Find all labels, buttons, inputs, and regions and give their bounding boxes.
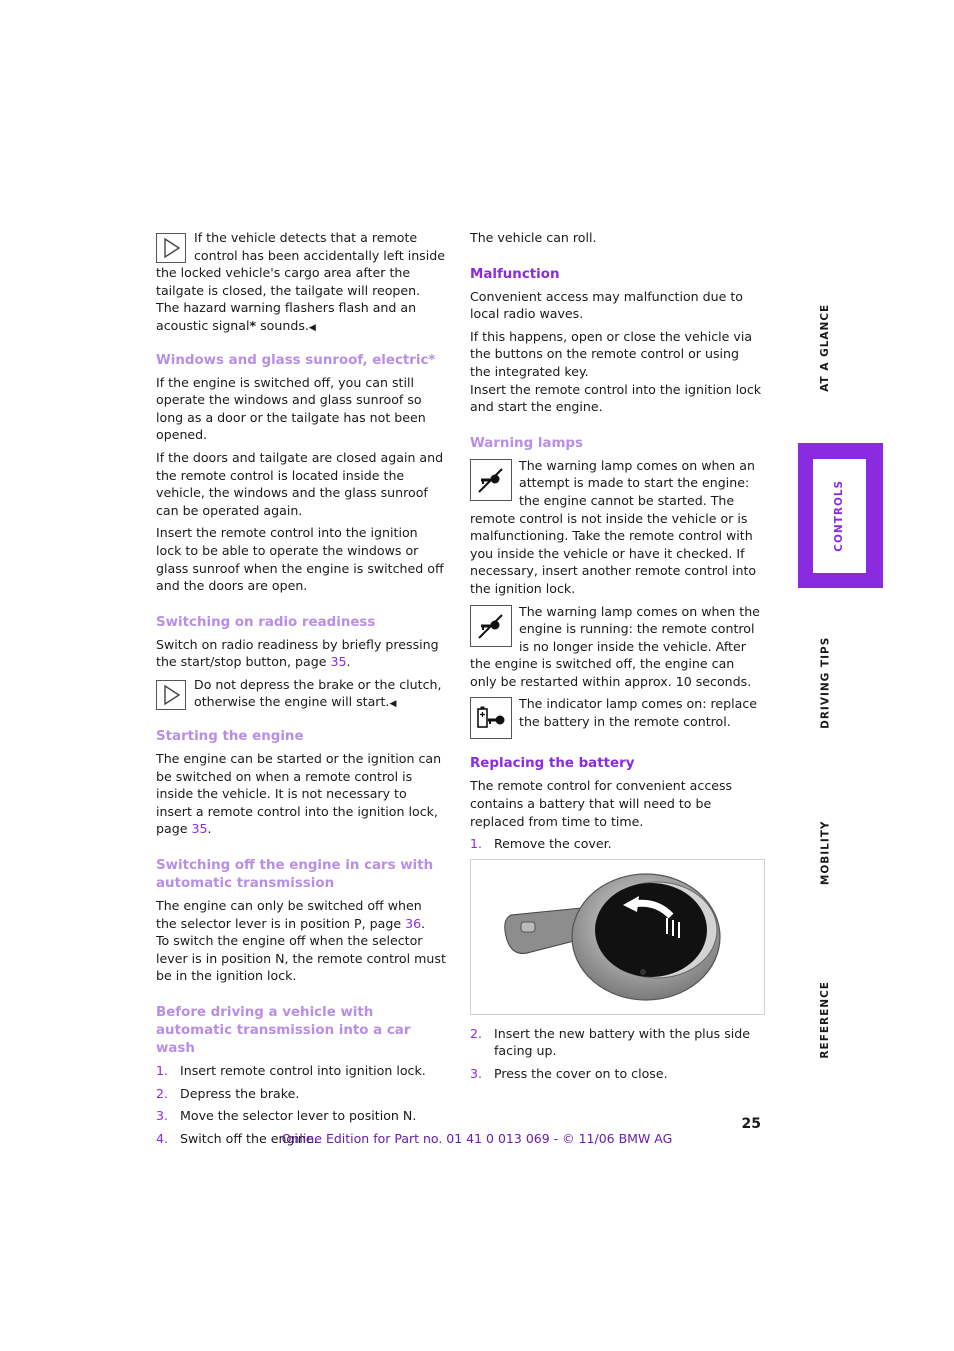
step-text: Insert remote control into ignition lock. xyxy=(180,1063,426,1078)
left-column xyxy=(156,229,446,1153)
heading-replacing-battery: Replacing the battery xyxy=(470,756,635,772)
note-triangle-icon xyxy=(156,680,186,710)
malfunction-paragraph-1: Convenient access may malfunction due to local radio waves. xyxy=(470,288,744,322)
starting-paragraph xyxy=(156,750,446,838)
malfunction-paragraph-3: Insert the remote control into the ignition lock and start the engine. xyxy=(470,381,762,415)
footnote-star: * xyxy=(249,317,257,333)
tab-controls[interactable] xyxy=(813,459,866,573)
remote-control-figure xyxy=(470,859,765,1015)
list-item xyxy=(156,1107,446,1125)
list-item xyxy=(470,1065,762,1083)
remote-control-illustration xyxy=(471,860,764,1014)
heading-warning-lamps: Warning lamps xyxy=(470,435,583,451)
note-text: If the vehicle detects that a remote control has been accidentally left inside the locked vehicle's cargo area after the tailgate is closed, the tailgate will reopen. The hazard warning flashers flash and an acoustic signal xyxy=(156,230,445,333)
list-item xyxy=(156,1085,446,1103)
period: . xyxy=(207,821,212,837)
step-text: Insert the new battery with the plus side facing up. xyxy=(494,1025,751,1059)
step-text: Switch off the engine. xyxy=(180,1130,318,1146)
step-number: 2. xyxy=(156,1085,169,1101)
note-hint xyxy=(156,229,446,338)
step-text: Press the cover on to close. xyxy=(494,1066,668,1082)
page-link-35[interactable]: 35 xyxy=(191,821,208,837)
switchoff-text: The engine can only be switched off when the selector lever is in position P, page xyxy=(156,898,422,931)
malfunction-paragraph-2: If this happens, open or close the vehicle via the buttons on the remote control or using the integrated key. xyxy=(470,328,753,379)
end-mark: ◀ xyxy=(308,322,316,333)
note-text-end: sounds. xyxy=(256,317,309,333)
tab-at-a-glance[interactable] xyxy=(800,300,852,395)
key-battery-icon xyxy=(470,697,512,739)
tab-label: CONTROLS xyxy=(832,480,845,552)
switchoff-text-2: To switch the engine off when the selector lever is in position N, the remote control must be in the ignition lock. xyxy=(156,933,446,984)
battery-steps-1 xyxy=(470,835,762,853)
warning-lamp-3-text: The indicator lamp comes on: replace the battery in the remote control. xyxy=(519,696,758,730)
list-item xyxy=(156,1062,446,1080)
key-crossed-icon xyxy=(470,605,512,647)
heading-malfunction: Malfunction xyxy=(470,266,560,282)
period: . xyxy=(346,654,351,670)
tab-label: AT A GLANCE xyxy=(819,303,832,392)
starting-text: The engine can be started or the ignition can be switched on when a remote control is inside the vehicle. It is not necessary to insert a remote control into the ignition lock, page xyxy=(156,751,442,837)
step-text: Remove the cover. xyxy=(494,836,612,852)
note-brake-text: Do not depress the brake or the clutch, otherwise the engine will start. xyxy=(194,676,442,710)
step-number: 2. xyxy=(470,1025,483,1041)
page-number: 25 xyxy=(741,1116,761,1132)
radio-paragraph xyxy=(156,636,446,671)
period: . xyxy=(421,915,426,931)
heading-car-wash: Before driving a vehicle with automatic transmission into a car wash xyxy=(156,1005,411,1056)
switchoff-paragraph xyxy=(156,897,446,985)
heading-radio-readiness: Switching on radio readiness xyxy=(156,614,376,630)
tab-reference[interactable] xyxy=(800,972,852,1067)
tab-label: REFERENCE xyxy=(819,980,832,1059)
tab-label: MOBILITY xyxy=(819,820,832,885)
warning-lamp-1-text: The warning lamp comes on when an attempt is made to start the engine: the engine cannot be started. The remote control is not inside the vehicle or is malfunctioning. Take the remote control with you inside the vehicle or have it checked. If necessary, insert another remote control into the ignition lock. xyxy=(470,457,757,596)
tab-label: DRIVING TIPS xyxy=(819,636,832,729)
end-mark: ◀ xyxy=(389,699,397,710)
step-text: Move the selector lever to position N. xyxy=(180,1108,417,1124)
note-brake-hint xyxy=(156,676,446,714)
step-number: 4. xyxy=(156,1130,169,1146)
radio-text: Switch on radio readiness by briefly pressing the start/stop button, page xyxy=(156,636,439,670)
tab-driving-tips[interactable] xyxy=(800,630,852,735)
warning-lamp-2 xyxy=(470,603,762,691)
heading-starting-engine: Starting the engine xyxy=(156,729,304,745)
list-item xyxy=(470,1025,762,1060)
footer-edition-note: Online Edition for Part no. 01 41 0 013 069 - © 11/06 BMW AG xyxy=(281,1131,673,1146)
windows-paragraph-2: If the doors and tailgate are closed again and the remote control is located inside the vehicle, the windows and the glass sunroof can be operated again. xyxy=(156,449,444,518)
page-link-36[interactable]: 36 xyxy=(405,915,422,931)
step-number: 1. xyxy=(156,1063,169,1078)
battery-steps-2 xyxy=(470,1025,762,1083)
warning-lamp-3 xyxy=(470,695,762,730)
warning-lamp-1 xyxy=(470,457,762,598)
tab-mobility[interactable] xyxy=(800,810,852,895)
windows-paragraph-3: Insert the remote control into the ignition lock to be able to operate the windows or glass sunroof when the engine is switched off and the doors are open. xyxy=(156,525,444,594)
heading-switch-off-engine: Switching off the engine in cars with automatic transmission xyxy=(156,858,434,892)
step-number: 1. xyxy=(470,836,483,852)
note-triangle-icon xyxy=(156,233,186,263)
right-column xyxy=(470,229,762,1089)
battery-paragraph: The remote control for convenient access contains a battery that will need to be replaced from time to time. xyxy=(470,778,733,829)
list-item xyxy=(470,835,762,853)
windows-paragraph-1: If the engine is switched off, you can still operate the windows and glass sunroof so long as a door or the tailgate has not been opened. xyxy=(156,374,426,443)
vehicle-can-roll: The vehicle can roll. xyxy=(470,230,597,245)
warning-lamp-2-text: The warning lamp comes on when the engine is running: the remote control is no longer inside the vehicle. After the engine is switched off, the engine can only be restarted within approx. 10 seconds. xyxy=(470,603,760,689)
key-crossed-icon xyxy=(470,459,512,501)
step-number: 3. xyxy=(156,1108,169,1124)
heading-windows: Windows and glass sunroof, electric* xyxy=(156,352,436,368)
step-number: 3. xyxy=(470,1066,483,1082)
page-link-35[interactable]: 35 xyxy=(330,654,347,670)
step-text: Depress the brake. xyxy=(180,1085,300,1101)
